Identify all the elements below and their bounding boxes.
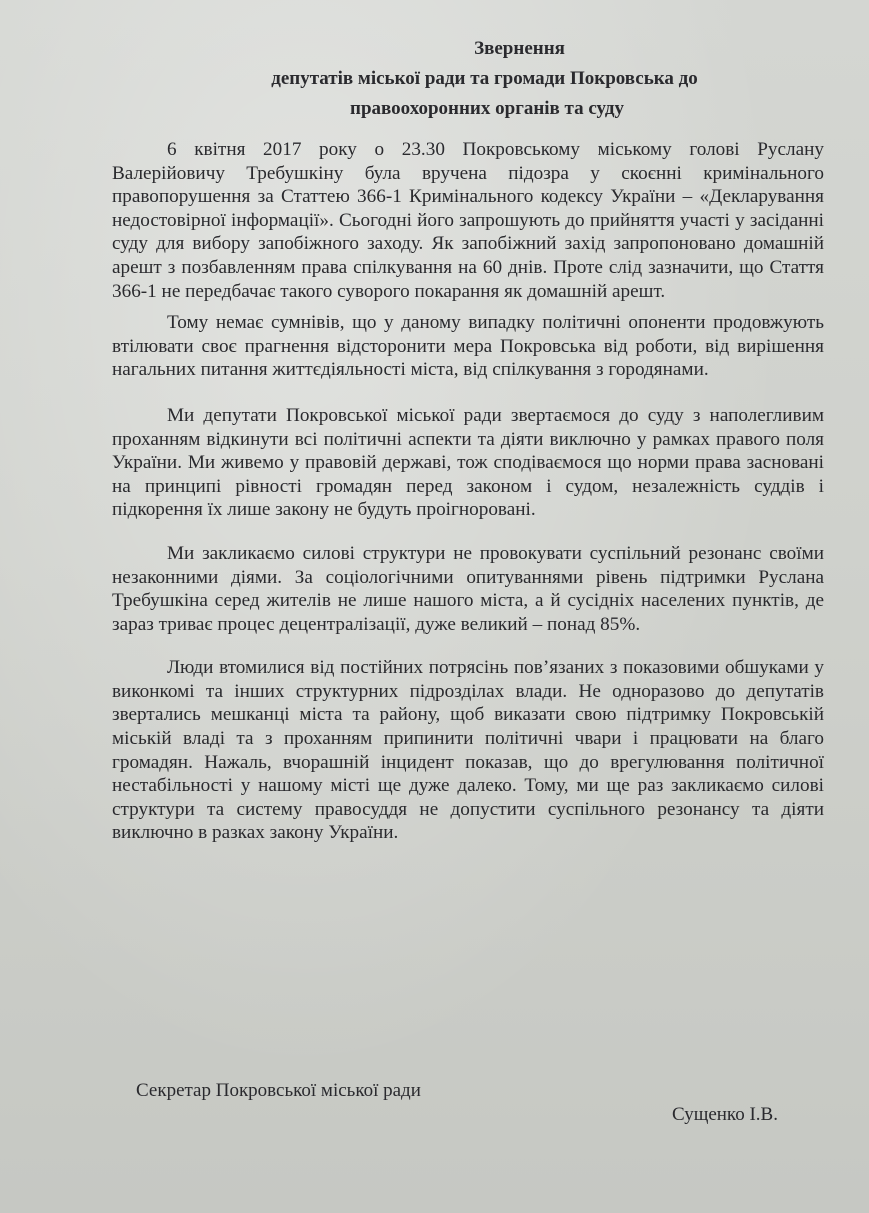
document-title <box>0 34 869 124</box>
paragraph-4: Ми закликаємо силові структури не провокувати суспільний резонанс своїми незаконними діями. За соціологічними опитуваннями рівень підтримки Руслана Требушкіна серед жителів не лише нашого міста, а й сусідніх населених пунктів, де зараз триває процес децентралізації, дуже великий – понад 85%. <box>112 542 824 635</box>
paragraph-5: Люди втомилися від постійних потрясінь пов’язаних з показовими обшуками у виконкомі та інших структурних підрозділах влади. Не одноразово до депутатів звертались мешканці міста та району, щоб виказати свою підтримку Покровській міській владі та з проханням припинити політичні чвари і працювати на благо громадян. Нажаль, вчорашній інцидент показав, що до врегулювання політичної нестабільності у нашому місті ще дуже далеко. Тому, ми ще раз закликаємо силові структури та систему правосуддя не допустити суспільного резонансу та діяти виключно в разках закону України. <box>112 657 824 844</box>
paragraph-3: Ми депутати Покровської міської ради звертаємося до суду з наполегливим проханням відкинути всі політичні аспекти та діяти виключно у рамках правого поля України. Ми живемо у правовій державі, тож сподіваємося що норми права засновані на принципі рівності громадян перед законом і судом, незалежність суддів і підкорення їх лише закону не будуть проігноровані. <box>112 404 824 521</box>
title-line-2: депутатів міської ради та громади Покровська до <box>271 68 698 89</box>
document-body <box>112 138 824 851</box>
paragraph-1: 6 квітня 2017 року о 23.30 Покровському міському голові Руслану Валерійовичу Требушкіну була вручена підозра у скоєнні кримінального правопорушення за Статтею 366-1 Кримінального кодексу України – «Декларування недостовірної інформації». Сьогодні його запрошують до прийняття участі у засіданні суду для вибору запобіжного заходу. Як запобіжний захід запропоновано домашній арешт з позбавленням права спілкування на 60 днів. Проте слід зазначити, що Стаття 366-1 не передбачає такого суворого покарання як домашній арешт. <box>112 139 824 302</box>
title-line-3: правоохоронних органів та суду <box>350 98 624 119</box>
title-line-1: Звернення <box>474 38 565 59</box>
signatory-position: Секретар Покровської міської ради <box>136 1080 421 1101</box>
signatory-name: Сущенко І.В. <box>672 1104 778 1125</box>
paragraph-2: Тому немає сумнівів, що у даному випадку політичні опоненти продовжують втілювати своє прагнення відсторонити мера Покровська від роботи, від вирішення нагальних питання життєдіяльності міста, від спілкування з городянами. <box>112 312 824 381</box>
